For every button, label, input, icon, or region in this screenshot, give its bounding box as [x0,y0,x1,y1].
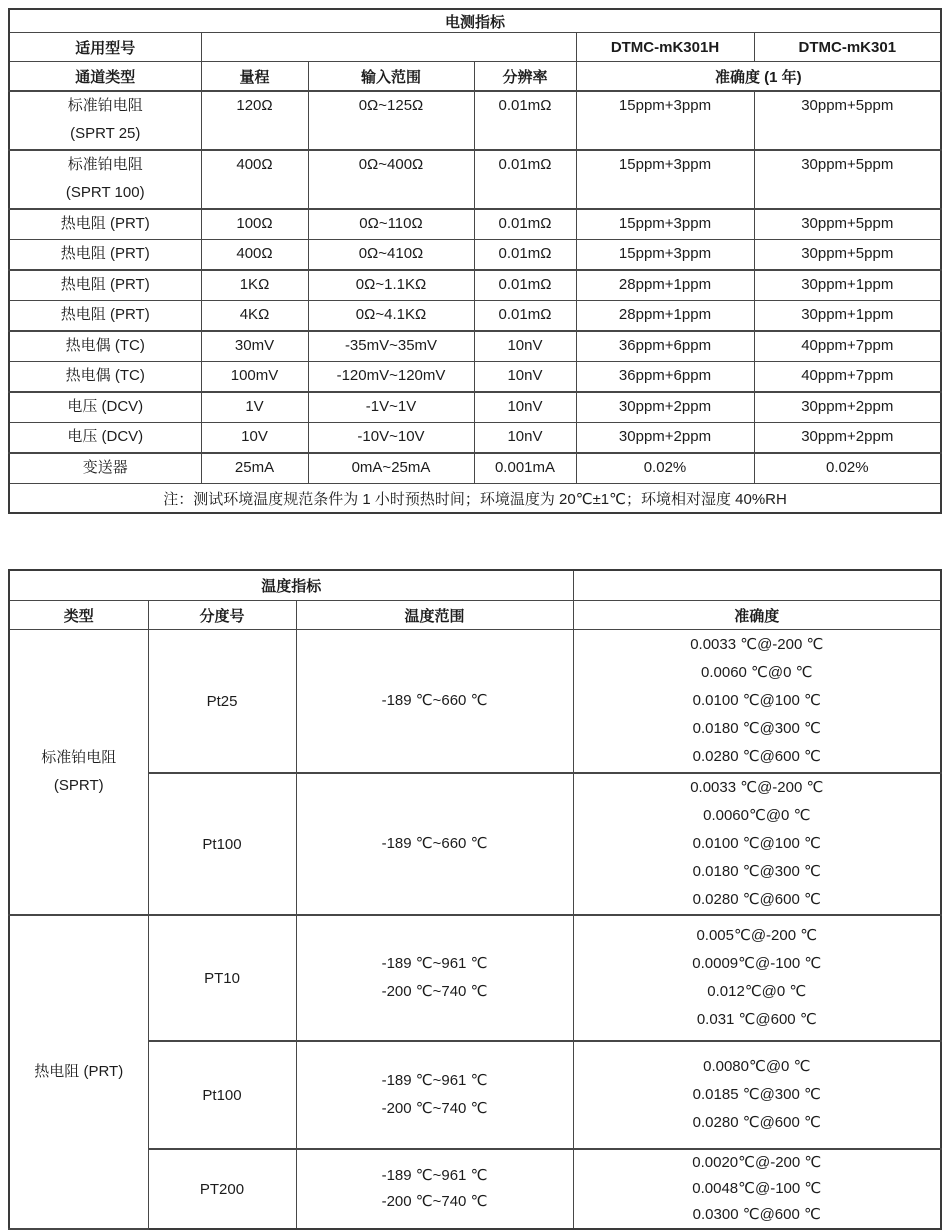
accuracy-mk301h-cell: 15ppm+3ppm [576,209,754,240]
resolution-cell: 0.01mΩ [474,91,576,150]
channel-type-sub: (SPRT 25) [70,125,141,142]
input-range-cell: -1V~1V [308,392,474,423]
channel-type-cell [9,150,201,209]
header-resolution: 分辨率 [474,62,576,92]
range-cell: 400Ω [201,240,308,271]
accuracy-cell: 0.0080℃@0 ℃ 0.0185 ℃@300 ℃ 0.0280 ℃@600 ℃ [573,1041,941,1149]
accuracy-mk301h-cell: 15ppm+3ppm [576,240,754,271]
accuracy-mk301-cell: 30ppm+2ppm [754,423,941,454]
title-blank-cell [573,570,941,601]
group-name: 标准铂电阻 [41,749,117,766]
channel-type-cell: 热电阻 (PRT) [9,270,201,301]
model-name-mk301: DTMC-mK301 [754,33,941,62]
table-header-row [9,62,941,92]
range-cell: 100Ω [201,209,308,240]
resolution-cell: 0.001mA [474,453,576,484]
channel-type-name: 标准铂电阻 [67,156,143,173]
index-number-cell: PT200 [148,1149,296,1229]
table-row [9,33,941,62]
channel-type-cell: 热电阻 (PRT) [9,240,201,271]
table-row [9,301,941,332]
resolution-cell: 0.01mΩ [474,240,576,271]
accuracy-mk301-cell: 30ppm+5ppm [754,150,941,209]
input-range-cell: 0Ω~1.1KΩ [308,270,474,301]
channel-type-sub: (SPRT 100) [65,184,145,201]
electrical-spec-table [8,8,942,514]
resolution-cell: 10nV [474,423,576,454]
temp-range-cell: -189 ℃~660 ℃ [296,630,573,774]
sensor-group-prt [9,915,148,1229]
table-row [9,91,941,150]
channel-type-cell: 变送器 [9,453,201,484]
header-temp-range: 温度范围 [296,601,573,630]
accuracy-mk301h-cell: 36ppm+6ppm [576,331,754,362]
accuracy-mk301h-cell: 0.02% [576,453,754,484]
accuracy-mk301-cell: 40ppm+7ppm [754,331,941,362]
resolution-cell: 0.01mΩ [474,301,576,332]
table-row [9,484,941,514]
index-number-cell: Pt25 [148,630,296,774]
sensor-group-sprt [9,630,148,916]
accuracy-mk301-cell: 40ppm+7ppm [754,362,941,393]
model-name-mk301h: DTMC-mK301H [576,33,754,62]
index-number-cell: Pt100 [148,773,296,915]
range-cell: 400Ω [201,150,308,209]
model-row-label: 适用型号 [9,33,201,62]
header-accuracy: 准确度 [573,601,941,630]
input-range-cell: -120mV~120mV [308,362,474,393]
table-row [9,630,941,774]
table-row [9,1041,941,1149]
channel-type-cell [9,91,201,150]
accuracy-mk301-cell: 30ppm+2ppm [754,392,941,423]
table-row [9,1149,941,1229]
accuracy-mk301-cell: 30ppm+5ppm [754,209,941,240]
input-range-cell: 0Ω~410Ω [308,240,474,271]
accuracy-cell: 0.005℃@-200 ℃ 0.0009℃@-100 ℃ 0.012℃@0 ℃ 0.031 ℃@600 ℃ [573,915,941,1041]
accuracy-mk301h-cell: 30ppm+2ppm [576,423,754,454]
index-number-cell: PT10 [148,915,296,1041]
accuracy-mk301-cell: 30ppm+5ppm [754,91,941,150]
range-cell: 1V [201,392,308,423]
index-number-cell: Pt100 [148,1041,296,1149]
temperature-spec-table [8,569,942,1230]
resolution-cell: 10nV [474,362,576,393]
temp-range-cell: -189 ℃~961 ℃ -200 ℃~740 ℃ [296,1041,573,1149]
accuracy-mk301-cell: 0.02% [754,453,941,484]
accuracy-mk301-cell: 30ppm+1ppm [754,301,941,332]
temperature-table-title: 温度指标 [9,570,573,601]
table-row [9,240,941,271]
resolution-cell: 10nV [474,331,576,362]
table-row [9,150,941,209]
accuracy-mk301-cell: 30ppm+5ppm [754,240,941,271]
channel-type-cell: 热电阻 (PRT) [9,301,201,332]
accuracy-mk301h-cell: 15ppm+3ppm [576,91,754,150]
temp-range-cell: -189 ℃~660 ℃ [296,773,573,915]
range-cell: 100mV [201,362,308,393]
table-row [9,915,941,1041]
header-accuracy: 准确度 (1 年) [576,62,941,92]
channel-type-cell: 热电阻 (PRT) [9,209,201,240]
table-row [9,270,941,301]
table-row [9,570,941,601]
accuracy-cell: 0.0033 ℃@-200 ℃ 0.0060 ℃@0 ℃ 0.0100 ℃@100 ℃ 0.0180 ℃@300 ℃ 0.0280 ℃@600 ℃ [573,630,941,774]
accuracy-mk301h-cell: 28ppm+1ppm [576,270,754,301]
accuracy-cell: 0.0020℃@-200 ℃ 0.0048℃@-100 ℃ 0.0300 ℃@600 ℃ [573,1149,941,1229]
channel-type-cell: 电压 (DCV) [9,392,201,423]
header-range: 量程 [201,62,308,92]
header-type: 类型 [9,601,148,630]
header-channel-type: 通道类型 [9,62,201,92]
input-range-cell: -10V~10V [308,423,474,454]
input-range-cell: 0Ω~125Ω [308,91,474,150]
table-row [9,392,941,423]
table-row [9,9,941,33]
table-row [9,331,941,362]
accuracy-mk301h-cell: 28ppm+1ppm [576,301,754,332]
table-row [9,453,941,484]
resolution-cell: 10nV [474,392,576,423]
range-cell: 120Ω [201,91,308,150]
channel-type-cell: 热电偶 (TC) [9,362,201,393]
accuracy-cell: 0.0033 ℃@-200 ℃ 0.0060℃@0 ℃ 0.0100 ℃@100 ℃ 0.0180 ℃@300 ℃ 0.0280 ℃@600 ℃ [573,773,941,915]
temp-range-cell: -189 ℃~961 ℃ -200 ℃~740 ℃ [296,915,573,1041]
accuracy-mk301-cell: 30ppm+1ppm [754,270,941,301]
temp-range-cell: -189 ℃~961 ℃ -200 ℃~740 ℃ [296,1149,573,1229]
group-sub: (SPRT) [53,777,104,794]
resolution-cell: 0.01mΩ [474,270,576,301]
range-cell: 1KΩ [201,270,308,301]
table-row [9,362,941,393]
accuracy-mk301h-cell: 15ppm+3ppm [576,150,754,209]
range-cell: 30mV [201,331,308,362]
input-range-cell: 0Ω~4.1KΩ [308,301,474,332]
table-row [9,209,941,240]
accuracy-mk301h-cell: 30ppm+2ppm [576,392,754,423]
group-name: 热电阻 (PRT) [34,1063,124,1080]
table-row [9,773,941,915]
header-index-number: 分度号 [148,601,296,630]
accuracy-mk301h-cell: 36ppm+6ppm [576,362,754,393]
channel-type-cell: 电压 (DCV) [9,423,201,454]
input-range-cell: 0mA~25mA [308,453,474,484]
channel-type-cell: 热电偶 (TC) [9,331,201,362]
electrical-table-title: 电测指标 [9,9,941,33]
table-row [9,423,941,454]
resolution-cell: 0.01mΩ [474,150,576,209]
model-row-blank-cell [201,33,576,62]
test-condition-note: 注：测试环境温度规范条件为 1 小时预热时间；环境温度为 20℃±1℃；环境相对湿度 40%RH [9,484,941,514]
range-cell: 10V [201,423,308,454]
resolution-cell: 0.01mΩ [474,209,576,240]
table-header-row [9,601,941,630]
channel-type-name: 标准铂电阻 [67,97,143,114]
range-cell: 25mA [201,453,308,484]
input-range-cell: 0Ω~400Ω [308,150,474,209]
header-input-range: 输入范围 [308,62,474,92]
input-range-cell: -35mV~35mV [308,331,474,362]
input-range-cell: 0Ω~110Ω [308,209,474,240]
range-cell: 4KΩ [201,301,308,332]
